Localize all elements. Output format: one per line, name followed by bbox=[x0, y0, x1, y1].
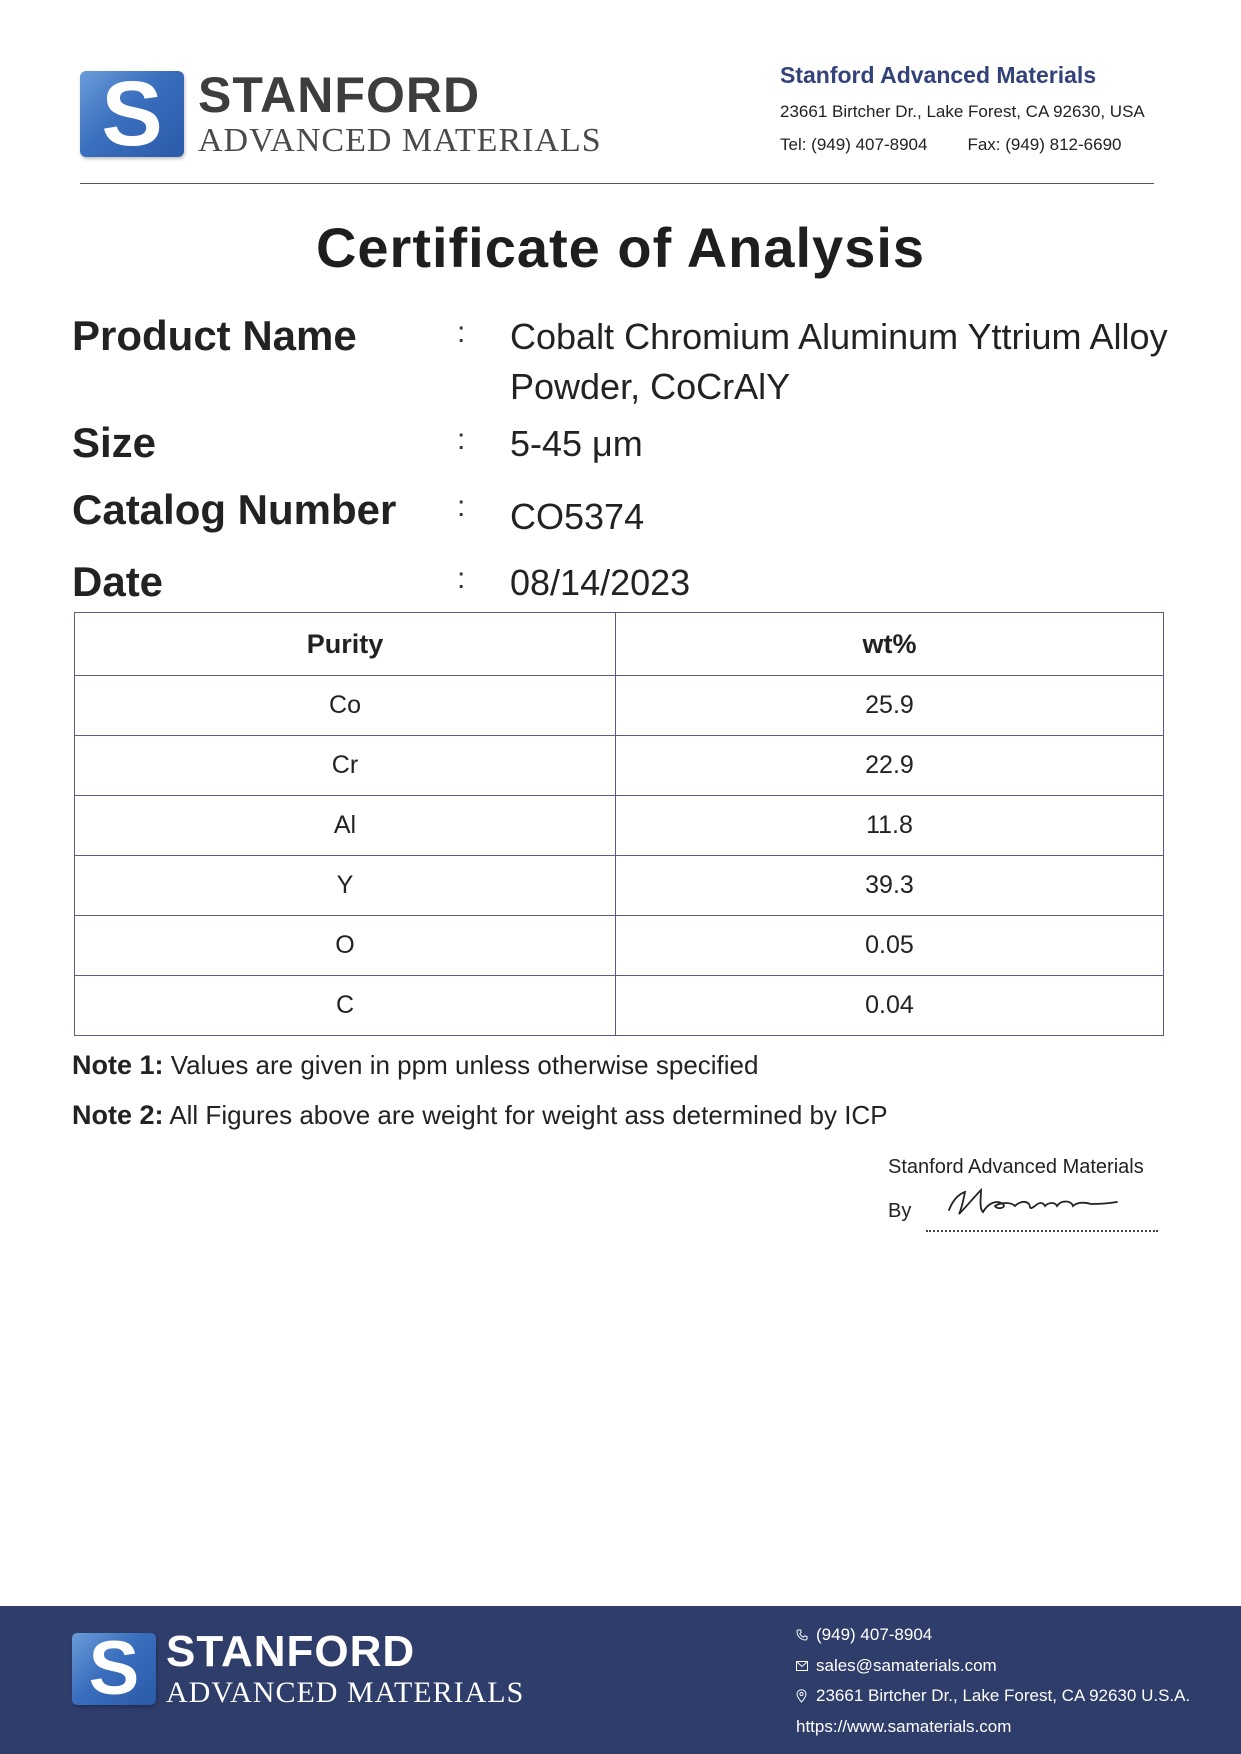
footer-website[interactable] bbox=[796, 1712, 1190, 1743]
logo-s-icon: S bbox=[80, 71, 184, 157]
column-header-wt: wt% bbox=[616, 613, 1164, 676]
field-value: CO5374 bbox=[510, 496, 645, 537]
location-pin-icon bbox=[796, 1689, 812, 1703]
product-value-line1: Cobalt Chromium Aluminum Yttrium Alloy bbox=[510, 316, 1168, 357]
field-colon: : bbox=[457, 316, 466, 349]
element-cell: C bbox=[75, 976, 616, 1036]
note-text: All Figures above are weight for weight ass determined by ICP bbox=[169, 1100, 888, 1130]
footer-website-link[interactable]: https://www.samaterials.com bbox=[796, 1716, 1012, 1736]
footer-phone-text: (949) 407-8904 bbox=[816, 1625, 933, 1645]
value-cell: 25.9 bbox=[616, 676, 1164, 736]
field-colon: : bbox=[457, 423, 466, 456]
note-text: Values are given in ppm unless otherwise specified bbox=[170, 1050, 759, 1080]
value-cell: 0.04 bbox=[616, 976, 1164, 1036]
element-cell: Al bbox=[75, 796, 616, 856]
logo-wordmark: STANFORD bbox=[166, 1627, 416, 1676]
field-value: 5-45 μm bbox=[510, 423, 643, 464]
handwritten-signature bbox=[945, 1180, 1125, 1224]
contact-address: 23661 Birtcher Dr., Lake Forest, CA 92630, USA bbox=[780, 102, 1145, 121]
header-logo bbox=[80, 63, 602, 165]
page-title: Certificate of Analysis bbox=[315, 216, 926, 279]
contact-tel: Tel: (949) 407-8904 bbox=[780, 135, 928, 154]
field-product-name bbox=[72, 312, 1222, 412]
logo-text bbox=[198, 67, 602, 159]
field-catalog-number bbox=[72, 486, 1222, 542]
footer-contact bbox=[796, 1620, 1190, 1742]
element-cell: Cr bbox=[75, 736, 616, 796]
purity-table bbox=[74, 612, 1164, 1036]
table-row bbox=[75, 976, 1164, 1036]
note-label: Note 2: bbox=[72, 1100, 164, 1130]
field-label: Product Name bbox=[72, 312, 357, 359]
signature-company: Stanford Advanced Materials bbox=[888, 1156, 1144, 1178]
footer-address bbox=[796, 1681, 1190, 1712]
mail-icon bbox=[796, 1661, 812, 1671]
footer-logo bbox=[72, 1626, 525, 1711]
logo-text bbox=[166, 1627, 525, 1709]
footer-phone bbox=[796, 1620, 1190, 1651]
footer-email[interactable] bbox=[796, 1651, 1190, 1682]
element-cell: Co bbox=[75, 676, 616, 736]
signature-by-label: By bbox=[888, 1200, 912, 1222]
logo-s-icon: S bbox=[72, 1633, 156, 1705]
note-1 bbox=[72, 1050, 758, 1081]
field-colon: : bbox=[457, 490, 466, 523]
note-label: Note 1: bbox=[72, 1050, 164, 1080]
contact-company: Stanford Advanced Materials bbox=[780, 62, 1097, 88]
field-value: 08/14/2023 bbox=[510, 562, 691, 603]
footer bbox=[0, 1606, 1241, 1754]
table-row bbox=[75, 736, 1164, 796]
field-label: Size bbox=[72, 419, 157, 466]
table-row bbox=[75, 676, 1164, 736]
note-2 bbox=[72, 1100, 888, 1131]
contact-phone-fax bbox=[780, 135, 1145, 155]
value-cell: 11.8 bbox=[616, 796, 1164, 856]
phone-icon bbox=[796, 1629, 812, 1641]
column-header-purity: Purity bbox=[75, 613, 616, 676]
header-contact bbox=[780, 62, 1145, 155]
value-cell: 0.05 bbox=[616, 916, 1164, 976]
contact-fax: Fax: (949) 812-6690 bbox=[967, 135, 1122, 154]
logo-wordmark: STANFORD bbox=[198, 67, 481, 123]
field-date bbox=[72, 558, 1222, 614]
product-value-line2: Powder, CoCrAlY bbox=[510, 366, 791, 407]
logo-subtitle: ADVANCED MATERIALS bbox=[166, 1676, 525, 1709]
table-row bbox=[75, 856, 1164, 916]
header-divider bbox=[80, 183, 1154, 184]
footer-address-text: 23661 Birtcher Dr., Lake Forest, CA 92630 U.S.A. bbox=[816, 1686, 1191, 1706]
signature-line bbox=[926, 1230, 1158, 1232]
table-row bbox=[75, 916, 1164, 976]
field-label: Catalog Number bbox=[72, 486, 397, 533]
table-row bbox=[75, 796, 1164, 856]
logo-subtitle: ADVANCED MATERIALS bbox=[198, 122, 602, 159]
field-colon: : bbox=[457, 562, 466, 595]
value-cell: 22.9 bbox=[616, 736, 1164, 796]
field-size bbox=[72, 419, 1222, 475]
field-label: Date bbox=[72, 558, 164, 605]
element-cell: O bbox=[75, 916, 616, 976]
footer-email-text[interactable]: sales@samaterials.com bbox=[816, 1655, 997, 1675]
value-cell: 39.3 bbox=[616, 856, 1164, 916]
element-cell: Y bbox=[75, 856, 616, 916]
field-value bbox=[510, 312, 1241, 412]
table-header-row bbox=[75, 613, 1164, 676]
